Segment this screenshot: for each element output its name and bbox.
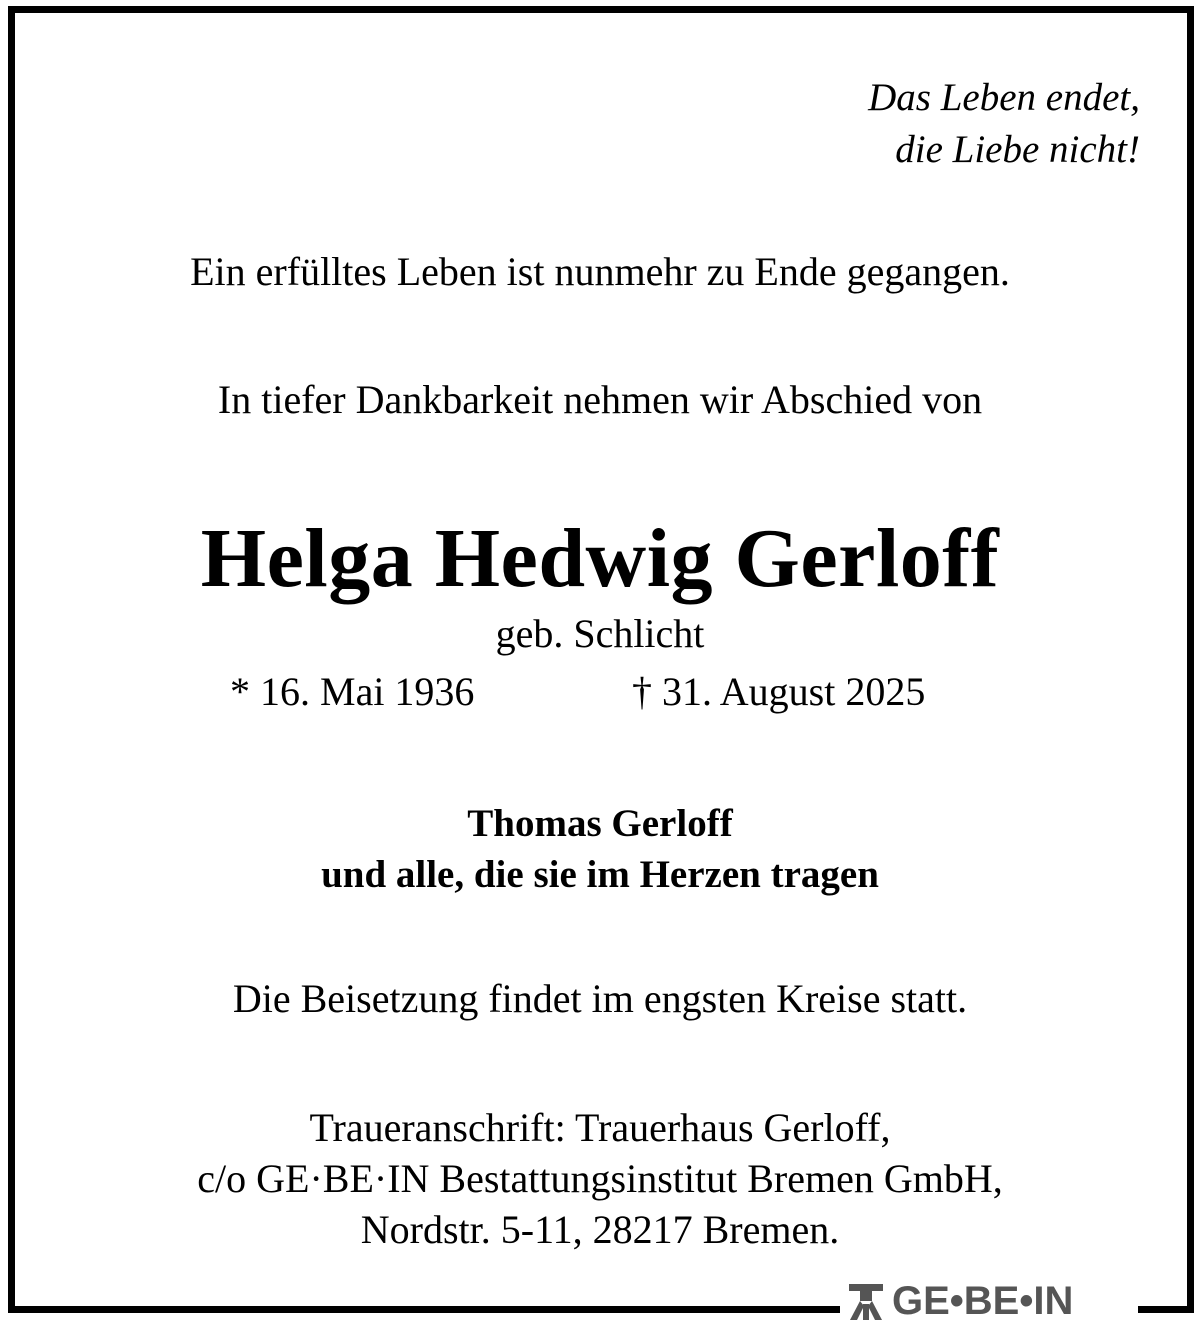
- border-bottom-right: [1138, 1306, 1187, 1313]
- motto: [868, 72, 1140, 176]
- birth-date: * 16. Mai 1936: [230, 669, 475, 714]
- signer-name: Thomas Gerloff: [467, 802, 733, 845]
- signer-others: und alle, die sie im Herzen tragen: [321, 853, 879, 896]
- farewell-text: In tiefer Dankbarkeit nehmen wir Abschied von: [217, 377, 983, 422]
- death-date: † 31. August 2025: [632, 669, 926, 714]
- motto-line-2: die Liebe nicht!: [895, 128, 1140, 171]
- mourning-address: [0, 1102, 1200, 1255]
- funeral-home-logo-text: GE•BE•IN: [892, 1279, 1074, 1323]
- address-line-2: c/o GE·BE·IN Bestattungsinstitut Bremen GmbH,: [197, 1156, 1003, 1201]
- funeral-home-logo: [846, 1278, 1073, 1324]
- burial-note: Die Beisetzung findet im engsten Kreise statt.: [232, 976, 968, 1021]
- intro-text: Ein erfülltes Leben ist nunmehr zu Ende gegangen.: [190, 249, 1010, 294]
- border-bottom-left: [8, 1306, 840, 1313]
- maiden-name: geb. Schlicht: [495, 611, 705, 656]
- motto-line-1: Das Leben endet,: [868, 76, 1140, 119]
- signers: [0, 798, 1200, 900]
- address-line-1: Traueranschrift: Trauerhaus Gerloff,: [309, 1105, 891, 1150]
- address-line-3: Nordstr. 5-11, 28217 Bremen.: [360, 1207, 840, 1252]
- funeral-home-logo-icon: [846, 1280, 886, 1322]
- deceased-name: Helga Hedwig Gerloff: [200, 512, 1000, 605]
